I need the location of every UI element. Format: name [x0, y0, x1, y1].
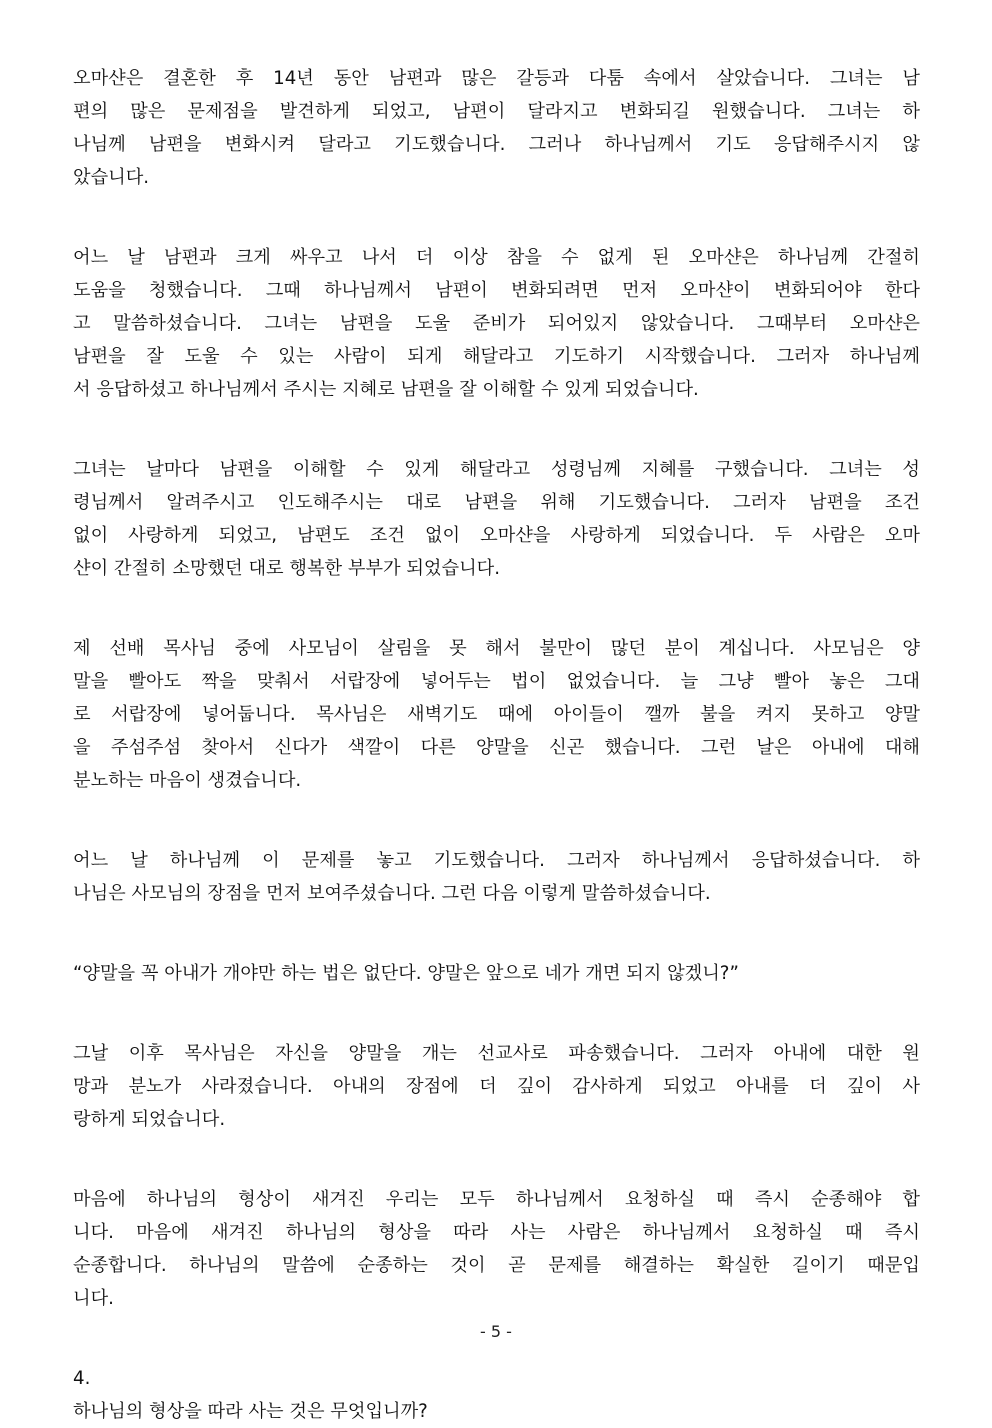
paragraph: [73, 957, 920, 990]
paragraph-line: 그녀는 날마다 남편을 이해할 수 있게 해달라고 성령님께 지혜를 구했습니다. 그녀는 성: [73, 459, 920, 480]
paragraph-line: 순종합니다. 하나님의 말씀에 순종하는 것이 곧 문제를 해결하는 확실한 길이기 때문입: [73, 1255, 920, 1276]
paragraph-line: 나님은 사모님의 장점을 먼저 보여주셨습니다. 그런 다음 이렇게 말씀하셨습니다.: [73, 883, 711, 904]
paragraph-line: 어느 날 하나님께 이 문제를 놓고 기도했습니다. 그러자 하나님께서 응답하셨습니다. 하: [73, 850, 920, 871]
paragraph-line: 로 서랍장에 넣어둡니다. 목사님은 새벽기도 때에 아이들이 깰까 불을 켜지 못하고 양말: [73, 704, 920, 725]
question-number: 4.: [73, 1368, 91, 1389]
paragraph: [73, 1183, 920, 1315]
paragraph: [73, 62, 920, 194]
paragraph-line: 오마샨은 결혼한 후 14년 동안 남편과 많은 갈등과 다툼 속에서 살았습니다. 그녀는 남: [73, 68, 920, 89]
paragraph-line: 어느 날 남편과 크게 싸우고 나서 더 이상 참을 수 없게 된 오마샨은 하나님께 간절히: [73, 247, 920, 268]
paragraph-line: 망과 분노가 사라졌습니다. 아내의 장점에 더 깊이 감사하게 되었고 아내를 더 깊이 사: [73, 1076, 920, 1097]
paragraph-line: 니다. 마음에 새겨진 하나님의 형상을 따라 사는 사람은 하나님께서 요청하실 때 즉시: [73, 1222, 920, 1243]
paragraph-line: 고 말씀하셨습니다. 그녀는 남편을 도울 준비가 되어있지 않았습니다. 그때부터 오마샨은: [73, 313, 920, 334]
paragraph-line: 도움을 청했습니다. 그때 하나님께서 남편이 변화되려면 먼저 오마샨이 변화되어야 한다: [73, 280, 920, 301]
paragraph-line: 없이 사랑하게 되었고, 남편도 조건 없이 오마샨을 사랑하게 되었습니다. 두 사람은 오마: [73, 525, 920, 546]
paragraph: [73, 241, 920, 406]
question-text: 하나님의 형상을 따라 사는 것은 무엇입니까?: [73, 1401, 428, 1422]
paragraph-line: 았습니다.: [73, 167, 150, 188]
question-block: [73, 1362, 920, 1428]
paragraph: [73, 844, 920, 910]
paragraph-line: 샨이 간절히 소망했던 대로 행복한 부부가 되었습니다.: [73, 558, 500, 579]
paragraph-line: 랑하게 되었습니다.: [73, 1109, 226, 1130]
paragraph-line: 나님께 남편을 변화시켜 달라고 기도했습니다. 그러나 하나님께서 기도 응답해주시지 않: [73, 134, 920, 155]
paragraph-line: 편의 많은 문제점을 발견하게 되었고, 남편이 달라지고 변화되길 원했습니다. 그녀는 하: [73, 101, 920, 122]
paragraph-line: 니다.: [73, 1288, 114, 1309]
paragraph-line: 그날 이후 목사님은 자신을 양말을 개는 선교사로 파송했습니다. 그러자 아내에 대한 원: [73, 1043, 920, 1064]
paragraph-list: [73, 62, 920, 1315]
paragraph-line: 남편을 잘 도울 수 있는 사람이 되게 해달라고 기도하기 시작했습니다. 그러자 하나님께: [73, 346, 920, 367]
paragraph: [73, 1037, 920, 1136]
paragraph: [73, 453, 920, 585]
paragraph-line: 서 응답하셨고 하나님께서 주시는 지혜로 남편을 잘 이해할 수 있게 되었습니다.: [73, 379, 699, 400]
page-number: - 5 -: [480, 1322, 512, 1341]
paragraph-line: 분노하는 마음이 생겼습니다.: [73, 770, 302, 791]
paragraph-line: 령님께서 알려주시고 인도해주시는 대로 남편을 위해 기도했습니다. 그러자 남편을 조건: [73, 492, 920, 513]
paragraph-line: “양말을 꼭 아내가 개야만 하는 법은 없단다. 양말은 앞으로 네가 개면 되지 않겠니?”: [73, 963, 739, 984]
paragraph: [73, 632, 920, 797]
paragraph-line: 제 선배 목사님 중에 사모님이 살림을 못 해서 불만이 많던 분이 계십니다. 사모님은 양: [73, 638, 920, 659]
paragraph-line: 을 주섬주섬 찾아서 신다가 색깔이 다른 양말을 신곤 했습니다. 그런 날은 아내에 대해: [73, 737, 920, 758]
document-body: [73, 62, 920, 1428]
paragraph-line: 마음에 하나님의 형상이 새겨진 우리는 모두 하나님께서 요청하실 때 즉시 순종해야 합: [73, 1189, 920, 1210]
paragraph-line: 말을 빨아도 짝을 맞춰서 서랍장에 넣어두는 법이 없었습니다. 늘 그냥 빨아 놓은 그대: [73, 671, 920, 692]
